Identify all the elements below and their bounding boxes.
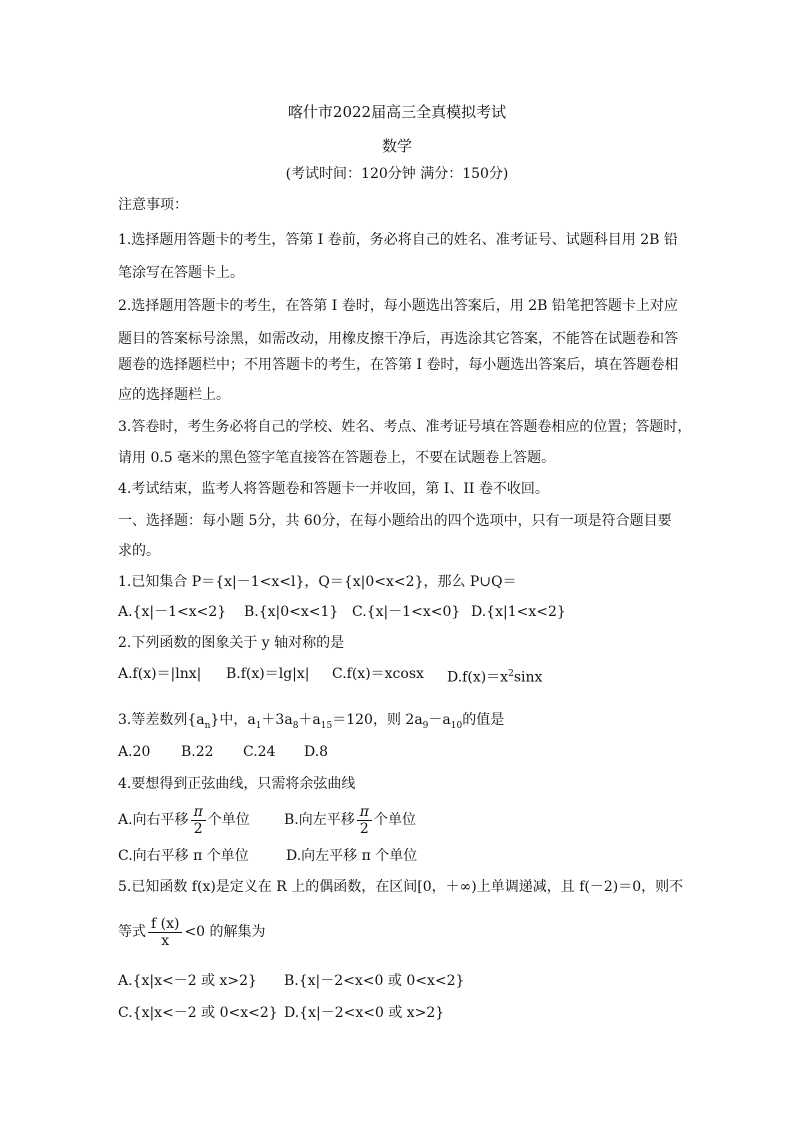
q3-sub-8: 8: [292, 720, 299, 731]
q5-frac-den: x: [161, 932, 170, 949]
q4-stem: 4.要想得到正弦曲线，只需将余弦曲线: [118, 776, 356, 792]
q5-stem-post: <0 的解集为: [184, 924, 266, 940]
q3-stem-mid2: ＋3a: [261, 712, 293, 728]
q1-option-b: B.{x|0<x<1}: [244, 604, 339, 620]
note-4: 4.考试结束，监考人将答题卷和答题卡一并收回，第 I、II 卷不收回。: [118, 481, 549, 497]
q3-stem-pre: 3.等差数列{a: [118, 712, 205, 728]
q4-a-frac-num: π: [191, 804, 206, 821]
note-3-line-2: 请用 0.5 毫米的黑色签字笔直接答在答题卷上，不要在试题卷上答题。: [118, 450, 556, 466]
q4-b-frac-den: 2: [359, 820, 369, 837]
section-1-line-1: 一、选择题：每小题 5分，共 60分，在每小题给出的四个选项中，只有一项是符合题目要: [118, 513, 672, 529]
q3-option-b: B.22: [181, 744, 214, 760]
q4-option-b: [284, 803, 416, 837]
q1-option-c: C.{x|－1<x<0}: [352, 604, 461, 620]
note-2-line-3: 题卷的选择题栏中；不用答题卡的考生，在答第 I 卷时，每小题选出答案后，填在答题卷相: [118, 357, 679, 373]
q5-option-a: A.{x|x<－2 或 x>2}: [118, 973, 257, 989]
note-1-line-2: 笔涂写在答题卡上。: [118, 265, 244, 281]
q5-stem-line-1: 5.已知函数 f(x)是定义在 R 上的偶函数，在区间[0，＋∞)上单调递减，且 f(－2)＝0，则不: [118, 879, 684, 895]
q2-option-a: A.f(x)＝|lnx|: [118, 666, 202, 682]
q5-fraction: [148, 916, 182, 949]
q2-d-pre: D.f(x)＝x: [447, 669, 509, 686]
q3-stem: [118, 710, 504, 736]
notes-heading: 注意事项：: [118, 197, 188, 213]
q4-a-fraction: [191, 804, 206, 837]
q3-option-d: D.8: [304, 744, 329, 760]
q1-option-d: D.{x|1<x<2}: [471, 604, 566, 620]
q4-a-unit: 个单位: [207, 812, 250, 828]
q3-option-a: A.20: [118, 744, 151, 760]
q4-option-c: C.向右平移 π 个单位: [118, 848, 249, 864]
q2-option-d: [447, 664, 542, 688]
q4-option-a: [118, 803, 250, 837]
q2-stem: 2.下列函数的图象关于 y 轴对称的是: [118, 635, 345, 651]
q3-stem-post: 的值是: [462, 712, 505, 728]
q4-b-frac-num: π: [357, 804, 372, 821]
note-3-line-1: 3.答卷时，考生务必将自己的学校、姓名、考点、准考证号填在答题卷相应的位置；答题时，: [118, 419, 692, 435]
q3-sub-9: 9: [422, 720, 429, 731]
q1-stem: 1.已知集合 P＝{x|－1<x<l}，Q＝{x|0<x<2}，那么 P∪Q＝: [118, 574, 517, 590]
q3-option-c: C.24: [243, 744, 276, 760]
q4-a-frac-den: 2: [193, 820, 203, 837]
note-2-line-1: 2.选择题用答题卡的考生，在答第 I 卷时，每小题选出答案后，用 2B 铅笔把答题卡上对应: [118, 298, 678, 314]
q5-stem-pre: 等式: [118, 924, 146, 940]
q5-option-b: B.{x|－2<x<0 或 0<x<2}: [284, 973, 465, 989]
q3-stem-mid5: －a: [428, 712, 451, 728]
q5-frac-num: f (x): [148, 916, 182, 933]
q3-stem-mid3: ＋a: [298, 712, 321, 728]
time-info: (考试时间：120分钟 满分：150分): [285, 166, 509, 182]
q4-b-fraction: [357, 804, 372, 837]
q2-d-sup: 2: [508, 669, 514, 679]
q3-sub-15: 15: [320, 720, 333, 731]
subject-title: 数学: [381, 137, 412, 155]
q1-option-a: A.{x|－1<x<2}: [118, 604, 227, 620]
q3-stem-mid4: ＝120，则 2a: [332, 712, 423, 728]
exam-title: 喀什市2022届高三全真模拟考试: [287, 103, 507, 121]
q2-option-c: C.f(x)＝xcosx: [332, 666, 424, 682]
q4-option-d: D.向左平移 π 个单位: [286, 848, 418, 864]
section-1-line-2: 求的。: [118, 543, 160, 559]
note-1-line-1: 1.选择题用答题卡的考生，答第 I 卷前，务必将自己的姓名、准考证号、试题科目用 2B 铅: [118, 232, 678, 248]
q2-option-b: B.f(x)＝lg|x|: [226, 666, 310, 682]
q2-d-post: sinx: [513, 669, 543, 686]
q3-sub-10: 10: [450, 720, 463, 731]
q3-sub-1: 1: [255, 720, 262, 731]
q3-stem-mid1: }中，a: [210, 712, 256, 728]
q3-sub-n: n: [204, 720, 211, 731]
q4-b-pre: B.向左平移: [284, 812, 355, 828]
q5-option-c: C.{x|x<－2 或 0<x<2}: [118, 1005, 278, 1021]
note-2-line-2: 题目的答案标号涂黑，如需改动，用橡皮擦干净后，再选涂其它答案，不能答在试题卷和答: [118, 331, 678, 347]
q5-stem-line-2: [118, 915, 266, 949]
q5-option-d: D.{x|－2<x<0 或 x>2}: [284, 1005, 445, 1021]
note-2-line-4: 应的选择题栏上。: [118, 387, 230, 403]
q4-b-unit: 个单位: [373, 812, 416, 828]
q4-a-pre: A.向右平移: [118, 812, 189, 828]
